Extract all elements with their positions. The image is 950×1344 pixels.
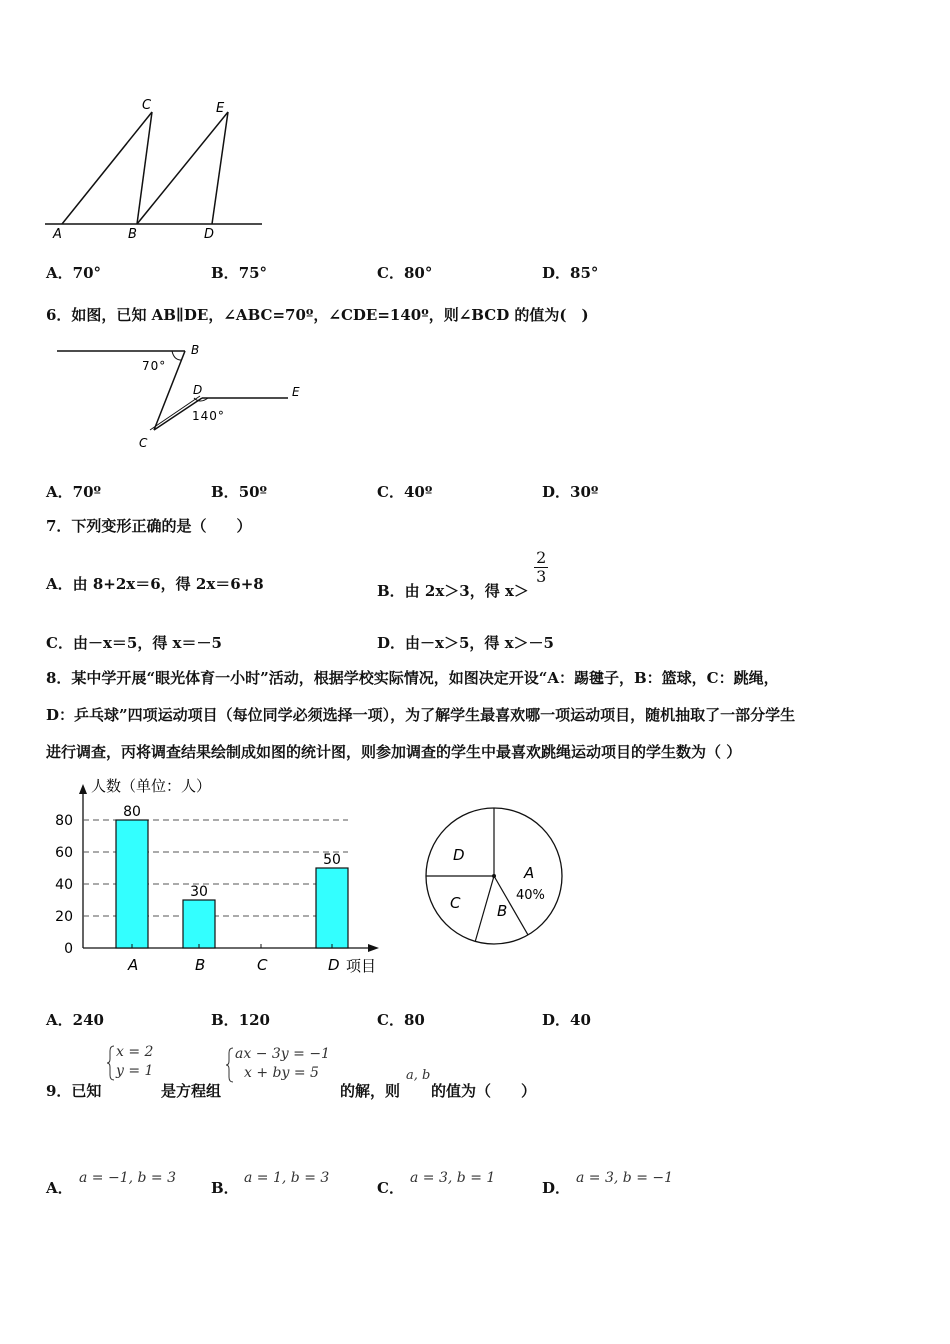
data-label-a: 80 (123, 804, 141, 820)
pie-slice-label-b: B (497, 902, 508, 920)
q9-option-a-value: a = −1, b = 3 (79, 1170, 177, 1186)
q9-brace2-icon (226, 1047, 234, 1083)
q7-stem: 7．下列变形正确的是（ ） (46, 517, 252, 535)
y-tick-label: 0 (64, 941, 73, 957)
pie-center (492, 874, 496, 878)
q6-label-e: E (292, 385, 300, 399)
q9-option-b-value: a = 1, b = 3 (244, 1170, 330, 1186)
y-tick-label: 60 (55, 845, 73, 861)
pie-slice-label-a: A (524, 864, 535, 882)
q5-label-b: B (128, 227, 137, 242)
q7-fraction: $\frac{2}{3}$ (536, 548, 547, 586)
y-tick-label: 20 (55, 909, 73, 925)
q9-option-a[interactable]: A． (46, 1179, 73, 1197)
q5-option-b[interactable]: B．75° (211, 264, 268, 282)
q9-suffix2: 的值为（ ） (431, 1082, 537, 1100)
q8-option-d[interactable]: D．40 (542, 1011, 591, 1029)
x-tick-label-a: A (128, 956, 139, 974)
q5-option-d[interactable]: D．85° (542, 264, 599, 282)
q8-stem-line3: 进行调查，丙将调查结果绘制成如图的统计图，则参加调查的学生中最喜欢跳绳运动项目的学生数为（ ） (46, 743, 742, 761)
x-tick-label-d: D (328, 956, 340, 974)
pie-slice-percent-a: 40% (516, 888, 545, 903)
q5-geometry-figure (40, 95, 270, 245)
bar-b (183, 900, 215, 948)
data-label-d: 50 (323, 852, 341, 868)
q8-option-c[interactable]: C．80 (377, 1011, 425, 1029)
q9-system2: ax − 3y = −1 x + by = 5 (226, 1045, 330, 1083)
q9-option-c[interactable]: C． (377, 1179, 404, 1197)
q8-bar-chart (48, 770, 393, 980)
pie-slice-label-c: C (450, 894, 461, 912)
q7-option-a[interactable]: A．由 8+2x＝6，得 2x＝6+8 (46, 575, 264, 593)
x-tick-label-c: C (257, 956, 268, 974)
x-axis-label: 项目 (346, 957, 377, 975)
q8-option-a[interactable]: A．240 (46, 1011, 104, 1029)
q9-system1: x = 2 y = 1 (107, 1043, 153, 1081)
q8-stem-line1: 8．某中学开展“眼光体育一小时”活动，根据学校实际情况，如图决定开设“A：踢毽子，B：篮球，C：跳绳， (46, 669, 779, 687)
q6-option-c[interactable]: C．40º (377, 483, 433, 501)
q6-geometry-figure (50, 338, 320, 456)
q7-option-c[interactable]: C．由－x＝5，得 x＝－5 (46, 634, 222, 652)
data-label-b: 30 (190, 884, 208, 900)
q9-suffix1: 的解，则 (340, 1082, 401, 1100)
q8-stem-line2: D：乒乓球”四项运动项目（每位同学必须选择一项），为了解学生最喜欢哪一项运动项目，随机抽取了一部分学生 (46, 706, 796, 724)
q9-option-b[interactable]: B． (211, 1179, 239, 1197)
q6-option-a[interactable]: A．70º (46, 483, 102, 501)
q6-stem: 6．如图，已知 AB∥DE，∠ABC=70º，∠CDE=140º，则∠BCD 的值为( ) (46, 306, 589, 324)
y-tick-label: 40 (55, 877, 73, 893)
q5-label-c: C (142, 98, 152, 113)
q9-option-d-value: a = 3, b = −1 (576, 1170, 674, 1186)
q9-option-d[interactable]: D． (542, 1179, 571, 1197)
q5-option-c[interactable]: C．80° (377, 264, 433, 282)
x-axis-arrow-icon (368, 944, 379, 952)
q9-mid: 是方程组 (161, 1082, 222, 1100)
q6-angle-140: 140° (192, 409, 225, 423)
q6-label-c: C (139, 436, 148, 450)
bar-d (316, 868, 348, 948)
q9-prefix: 9．已知 (46, 1082, 102, 1100)
q8-option-b[interactable]: B．120 (211, 1011, 270, 1029)
q7-option-d[interactable]: D．由－x＞5，得 x＞－5 (377, 634, 554, 652)
q5-label-d: D (204, 227, 215, 242)
pie-slice-label-d: D (453, 846, 465, 864)
q6-label-d: D (193, 383, 203, 397)
q9-option-c-value: a = 3, b = 1 (410, 1170, 496, 1186)
q6-option-b[interactable]: B．50º (211, 483, 268, 501)
x-tick-label-b: B (195, 956, 206, 974)
y-axis-arrow-icon (79, 784, 87, 794)
q7-option-b[interactable]: B．由 2x＞3，得 x＞ $\frac{2}{3}$ (377, 548, 547, 600)
bar-a (116, 820, 148, 948)
q5-label-e: E (216, 101, 225, 116)
q9-ab: a, b (406, 1068, 431, 1083)
q5-label-a: A (53, 227, 62, 242)
q6-option-d[interactable]: D．30º (542, 483, 599, 501)
chart-title: 人数（单位：人） (91, 777, 212, 795)
y-tick-label: 80 (55, 813, 73, 829)
q8-pie-chart (420, 804, 570, 949)
q9-brace1-icon (107, 1045, 115, 1081)
q6-label-b: B (191, 343, 200, 357)
q6-angle-70: 70° (142, 359, 167, 373)
q5-option-a[interactable]: A．70° (46, 264, 102, 282)
